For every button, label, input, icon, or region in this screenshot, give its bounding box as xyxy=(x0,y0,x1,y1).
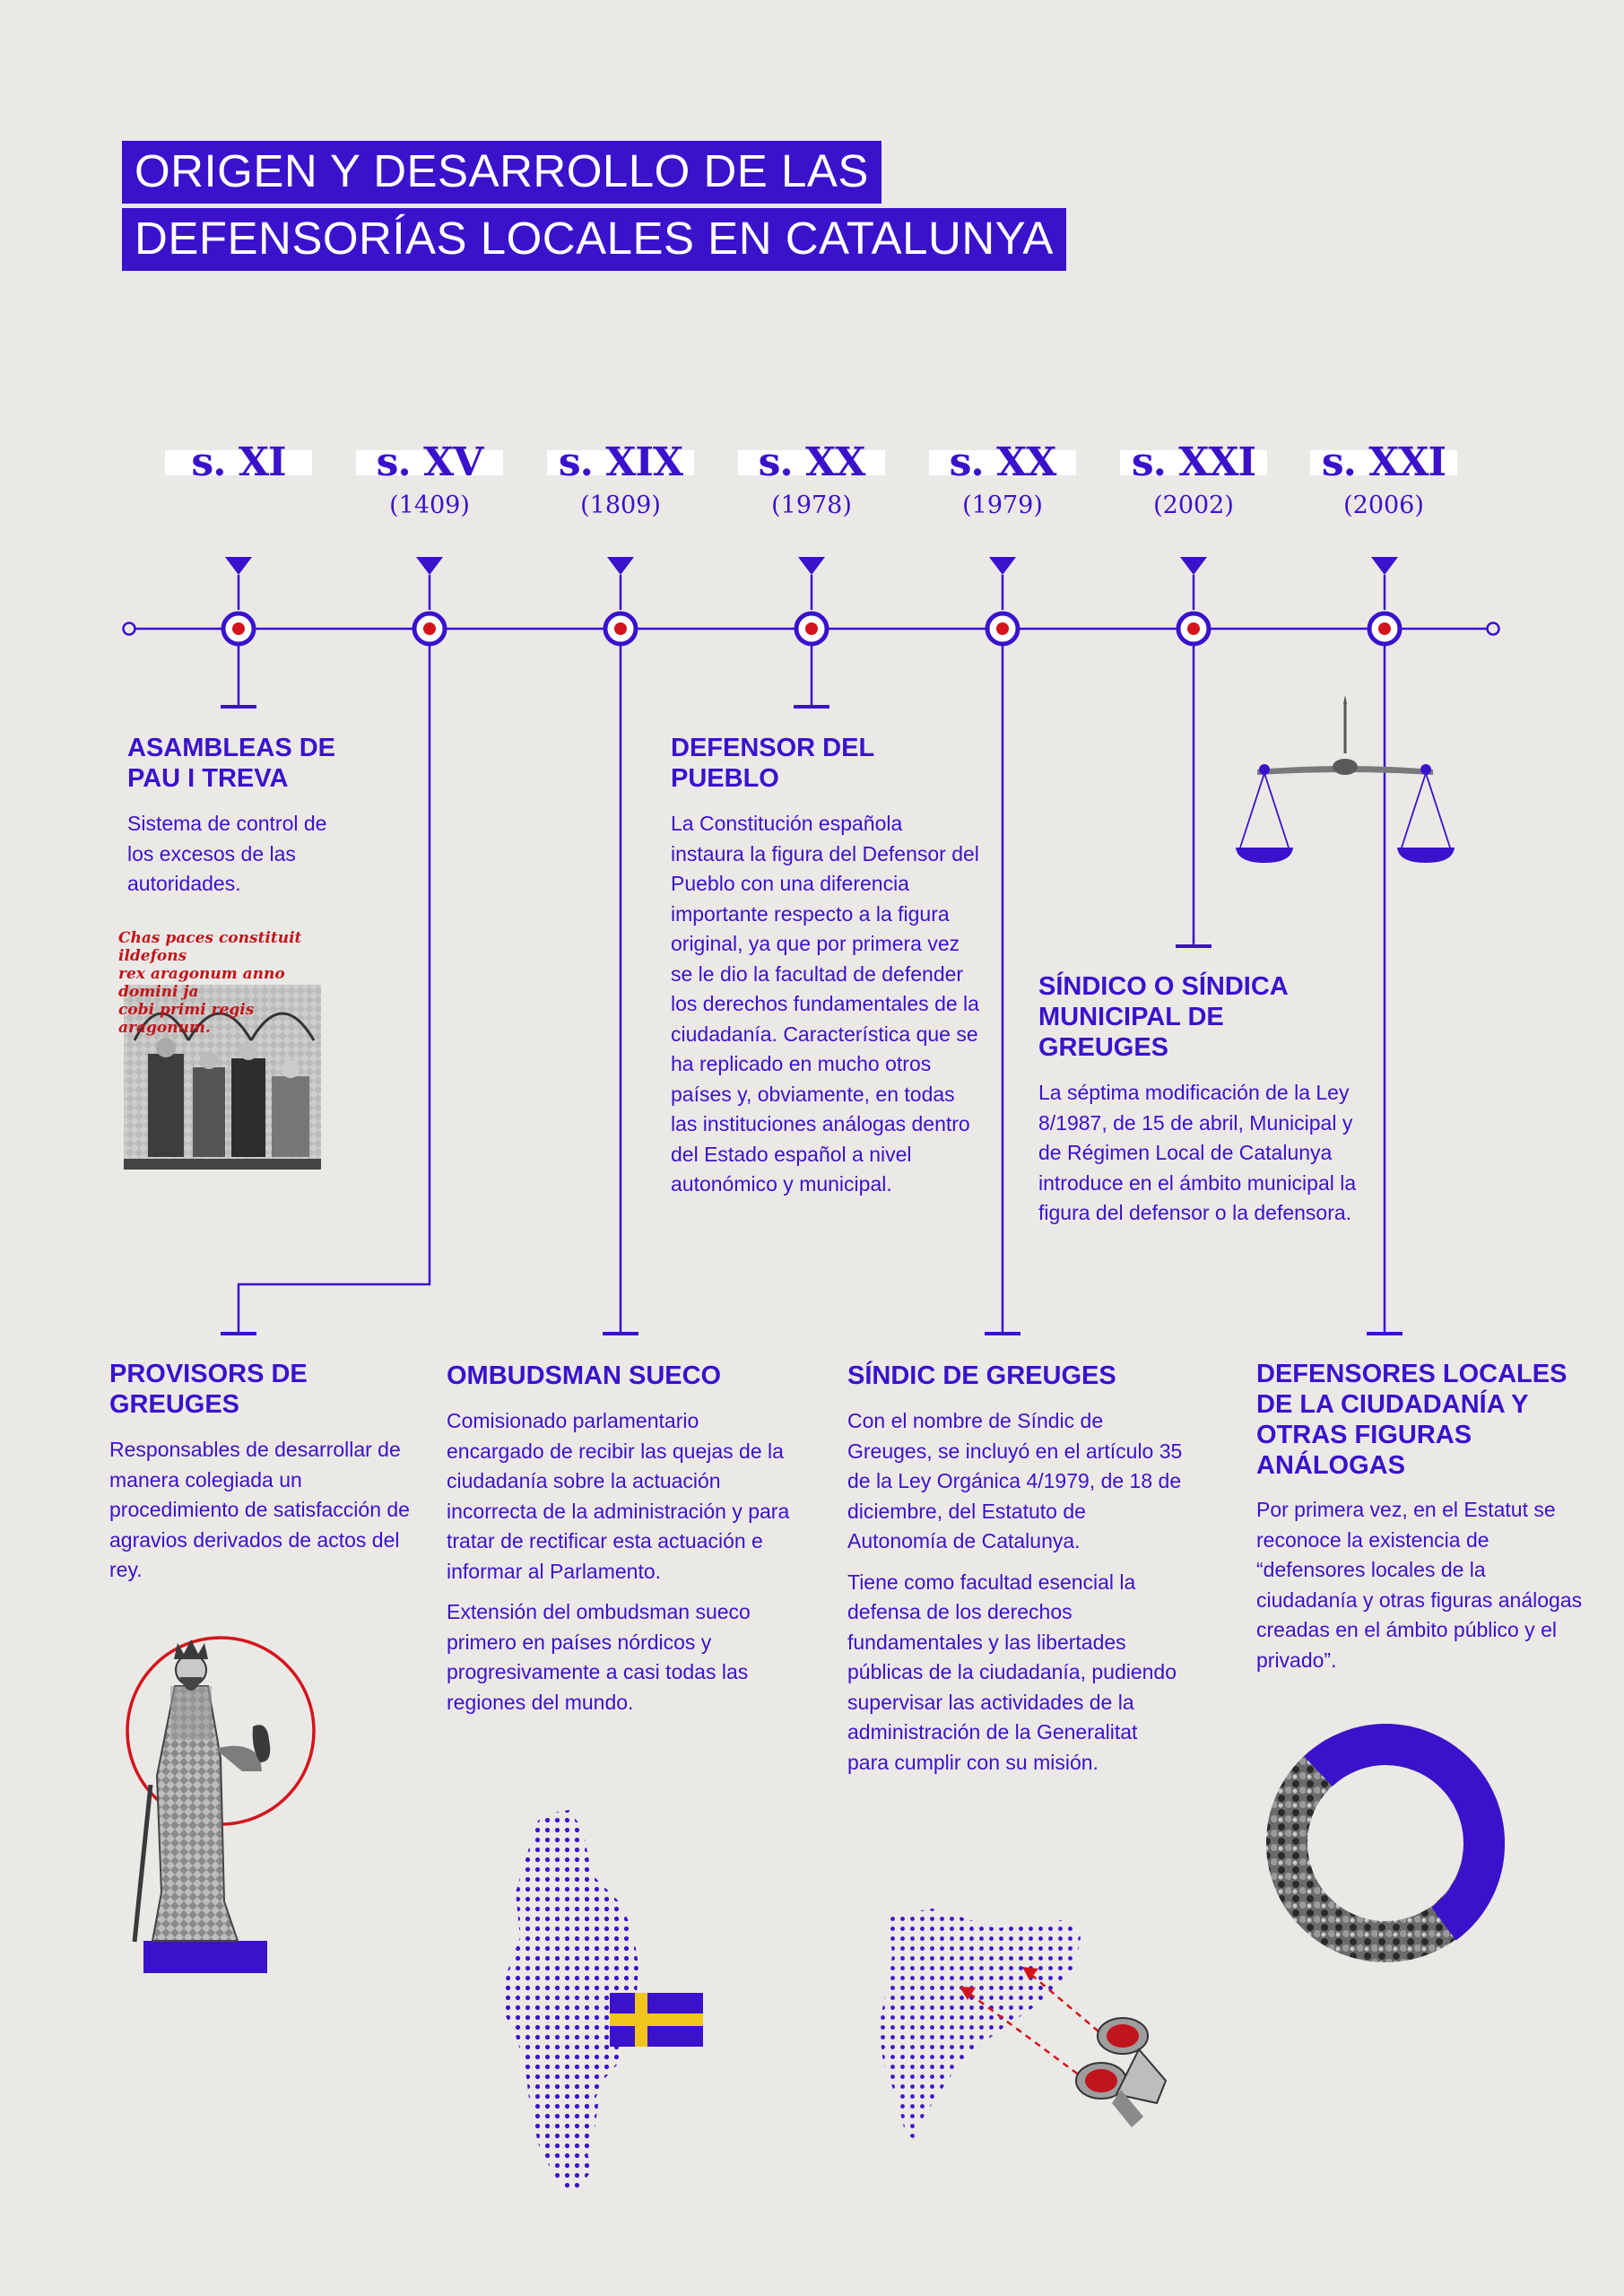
marker-1 xyxy=(223,557,254,644)
sweden-flag-icon xyxy=(610,1993,703,2047)
manuscript-line: Chas paces constituit ildefons xyxy=(118,929,302,965)
manuscript-line: cobi primi regis aragonum. xyxy=(118,1001,255,1037)
era-label: s. XIX xyxy=(558,439,683,485)
text-ombudsman-p1: Comisionado parlamentario encargado de recibir las quejas de la ciudadanía sobre la actuación incorrecta de la administración y para tratar de rectificar esta actuación e informar al Parlamento. xyxy=(447,1409,790,1583)
era-year: (2002) xyxy=(1153,491,1234,519)
era-label: s. XXI xyxy=(1131,439,1256,485)
marker-3 xyxy=(605,557,636,644)
text-provisors: Responsables de desarrollar de manera colegiada un procedimiento de satisfacción de agravios derivados de actos del rey. xyxy=(109,1438,410,1581)
heading-pau-treva: ASAMBLEAS DE PAU I TREVA xyxy=(127,734,336,793)
title-line-1: ORIGEN Y DESARROLLO DE LAS xyxy=(122,141,881,204)
era-year: (2006) xyxy=(1343,491,1424,519)
manuscript-text xyxy=(118,929,330,1037)
heading-sindico-municipal: SÍNDICO O SÍNDICA MUNICIPAL DE GREUGES xyxy=(1038,972,1288,1062)
timeline-end xyxy=(1488,623,1499,635)
binoculars-icon xyxy=(1076,2018,1166,2127)
heading-defensores-locales: DEFENSORES LOCALES DE LA CIUDADANÍA Y OTRAS FIGURAS ANÁLOGAS xyxy=(1256,1360,1568,1480)
era-year: (1809) xyxy=(580,491,661,519)
timeline-markers xyxy=(223,557,1400,644)
text-defensor-pueblo: La Constitución española instaura la figura del Defensor del Pueblo con una diferencia importante respecto a la figura original, ya que por primera vez se le dio la facultad de defender los derechos fundamentales de la ciudadanía. Característica que se ha replicado en mucho otros países y, obviamente, en todas las instituciones análogas dentro del Estado español a nivel autonómico y municipal. xyxy=(671,812,979,1196)
era-year: (1978) xyxy=(771,491,852,519)
crowd-ring-illustration xyxy=(1287,1744,1484,1942)
text-sindic-p1: Con el nombre de Síndic de Greuges, se incluyó en el artículo 35 de la Ley Orgánica 4/1979, de 18 de diciembre, del Estatuto de Autonomía de Catalunya. xyxy=(847,1409,1183,1552)
era-year: (1979) xyxy=(962,491,1043,519)
era-label: s. XXI xyxy=(1321,439,1446,485)
text-ombudsman xyxy=(447,1406,792,1728)
title-line-2: DEFENSORÍAS LOCALES EN CATALUNYA xyxy=(122,208,1066,271)
manuscript-line: rex aragonum anno domini ja xyxy=(118,965,285,1001)
text-sindic xyxy=(847,1406,1184,1788)
era-year: (1409) xyxy=(389,491,470,519)
marker-6 xyxy=(1178,557,1209,644)
heading-defensor-pueblo: DEFENSOR DEL PUEBLO xyxy=(671,734,874,793)
era-label: s. XX xyxy=(949,439,1056,485)
text-defensores-locales: Por primera vez, en el Estatut se reconoce la existencia de “defensores locales de la ciudadanía y otras figuras análogas creadas en el ámbito público y el privado”. xyxy=(1256,1498,1583,1672)
marker-5 xyxy=(987,557,1018,644)
text-pau-treva: Sistema de control de los excesos de las autoridades. xyxy=(127,812,327,895)
marker-2 xyxy=(414,557,445,644)
timeline-start xyxy=(124,623,135,635)
heading-provisors: PROVISORS DE GREUGES xyxy=(109,1360,308,1419)
era-label: s. XV xyxy=(376,439,483,485)
era-label: s. XX xyxy=(758,439,865,485)
king-figure-illustration xyxy=(127,1638,314,1973)
text-sindico-municipal: La séptima modificación de la Ley 8/1987, de 15 de abril, Municipal y de Régimen Local de Catalunya introduce en el ámbito municipal la figura del defensor o la defensora. xyxy=(1038,1081,1357,1224)
era-label: s. XI xyxy=(191,439,286,485)
heading-ombudsman: OMBUDSMAN SUECO xyxy=(447,1361,722,1390)
text-ombudsman-p2: Extensión del ombudsman sueco primero en países nórdicos y progresivamente a casi todas las regiones del mundo. xyxy=(447,1600,751,1714)
scales-of-justice-icon xyxy=(1236,695,1455,863)
marker-7 xyxy=(1369,557,1400,644)
marker-4 xyxy=(796,557,827,644)
text-sindic-p2: Tiene como facultad esencial la defensa de los derechos fundamentales y las libertades públicas de la ciudadanía, pudiendo supervisar las actividades de la administración de la Generalitat para cumplir con su misión. xyxy=(847,1570,1177,1774)
catalonia-dot-map xyxy=(879,1909,1081,2139)
heading-sindic: SÍNDIC DE GREUGES xyxy=(847,1361,1116,1390)
